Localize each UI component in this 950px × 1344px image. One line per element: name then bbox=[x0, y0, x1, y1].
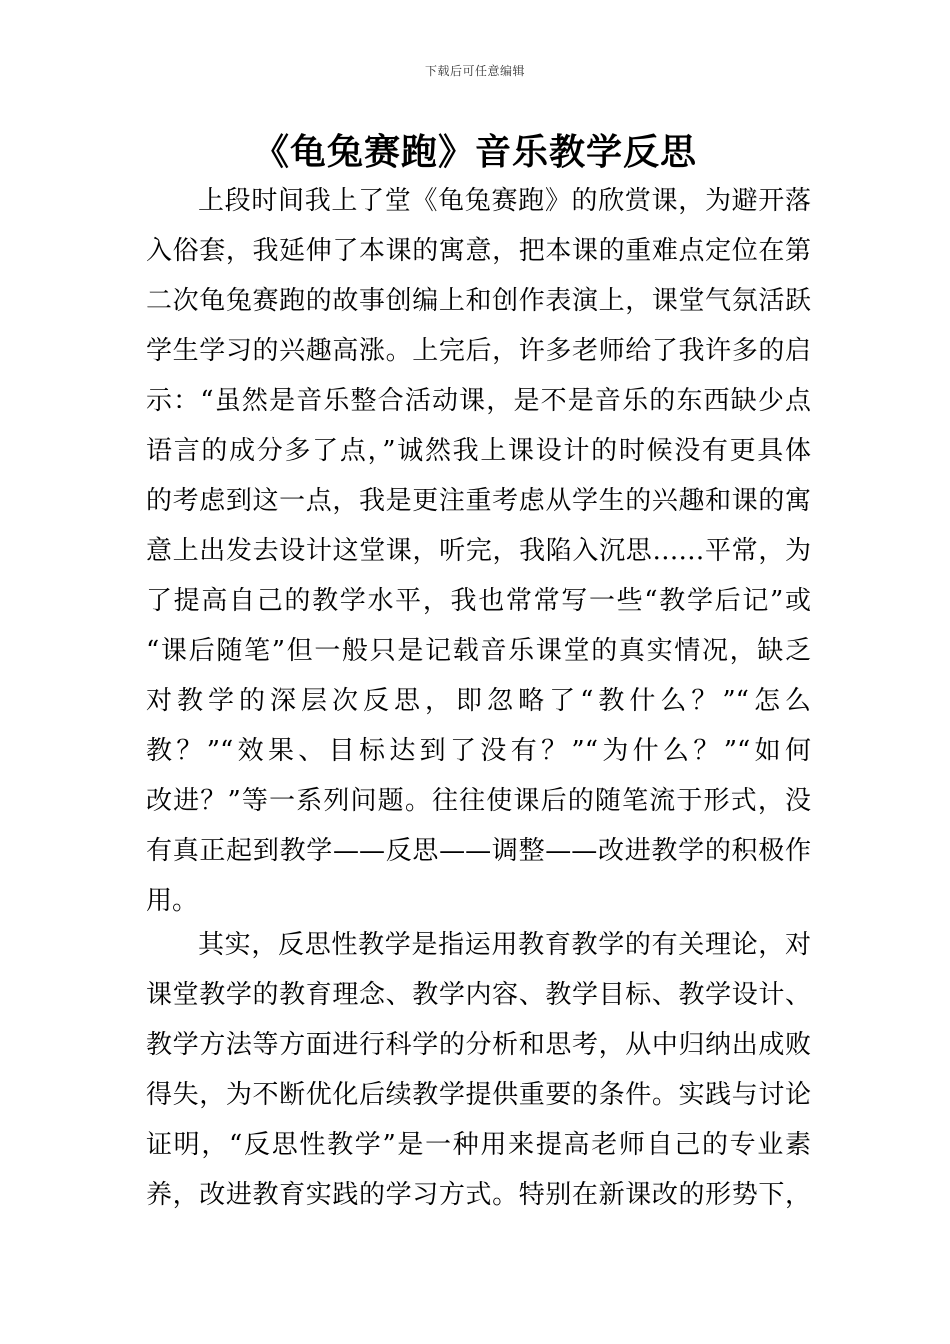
paragraph-line: 意上出发去设计这堂课，听完，我陷入沉思……平常，为 bbox=[146, 536, 811, 566]
paragraph-line: 养，改进教育实践的学习方式。特别在新课改的形势下， bbox=[146, 1180, 811, 1210]
paragraph-line: 示：“虽然是音乐整合活动课，是不是音乐的东西缺少点 bbox=[146, 386, 811, 416]
paragraph-line: 改进？”等一系列问题。往往使课后的随笔流于形式，没 bbox=[146, 786, 811, 816]
paragraph-line: 入俗套，我延伸了本课的寓意，把本课的重难点定位在第 bbox=[146, 236, 811, 266]
paragraph-line: 教学方法等方面进行科学的分析和思考，从中归纳出成败 bbox=[146, 1030, 811, 1060]
paragraph-line: 教？”“效果、目标达到了没有？”“为什么？”“如何 bbox=[146, 736, 811, 766]
paragraph-line: 了提高自己的教学水平，我也常常写一些“教学后记”或 bbox=[146, 586, 811, 616]
paragraph-line: 其实，反思性教学是指运用教育教学的有关理论，对 bbox=[198, 930, 811, 960]
paragraph-1 bbox=[146, 176, 811, 926]
paragraph-line: 有真正起到教学——反思——调整——改进教学的积极作 bbox=[146, 836, 811, 866]
paragraph-line: 的考虑到这一点，我是更注重考虑从学生的兴趣和课的寓 bbox=[146, 486, 811, 516]
paragraph-line: 课堂教学的教育理念、教学内容、教学目标、教学设计、 bbox=[146, 980, 811, 1010]
paragraph-line: 用。 bbox=[146, 886, 199, 916]
paragraph-line: 语言的成分多了点，”诚然我上课设计的时候没有更具体 bbox=[146, 436, 811, 466]
paragraph-line: 二次龟兔赛跑的故事创编上和创作表演上，课堂气氛活跃 bbox=[146, 286, 811, 316]
paragraph-line: 上段时间我上了堂《龟兔赛跑》的欣赏课，为避开落 bbox=[198, 186, 811, 216]
paragraph-line: 得失，为不断优化后续教学提供重要的条件。实践与讨论 bbox=[146, 1080, 811, 1110]
paragraph-line: 对教学的深层次反思，即忽略了“教什么？”“怎么 bbox=[146, 686, 811, 716]
document-title: 《龟兔赛跑》音乐教学反思 bbox=[252, 132, 697, 173]
paragraph-2 bbox=[146, 920, 811, 1220]
paragraph-line: 证明，“反思性教学”是一种用来提高老师自己的专业素 bbox=[146, 1130, 811, 1160]
paragraph-line: “课后随笔”但一般只是记载音乐课堂的真实情况，缺乏 bbox=[146, 636, 811, 666]
header-note: 下载后可任意编辑 bbox=[424, 64, 525, 78]
paragraph-line: 学生学习的兴趣高涨。上完后，许多老师给了我许多的启 bbox=[146, 336, 811, 366]
